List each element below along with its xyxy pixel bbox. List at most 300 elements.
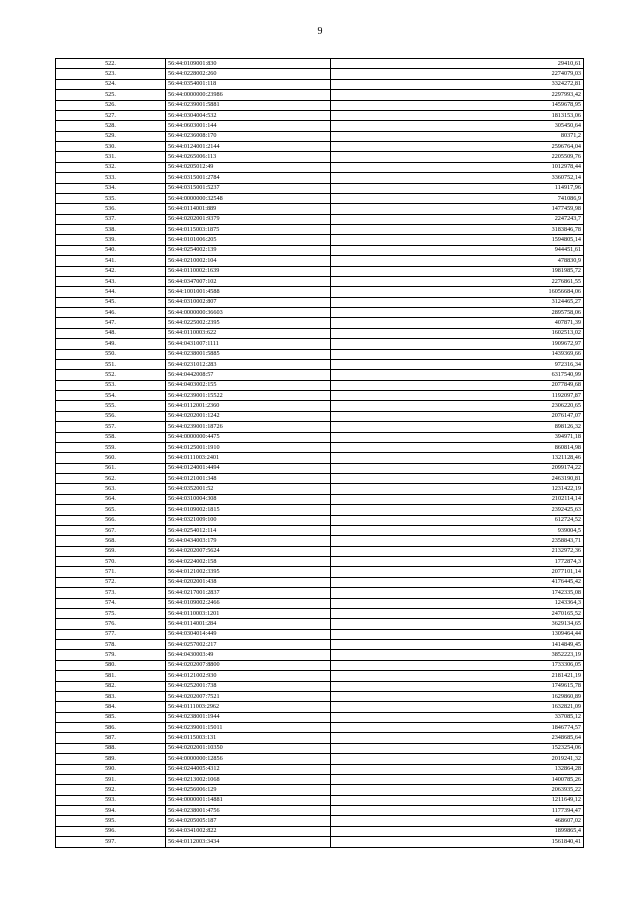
cadastral-value: 2205509,76: [331, 152, 584, 162]
cadastral-value: 132864,28: [331, 764, 584, 774]
cadastral-number: 56:44:0225002:2395: [166, 318, 331, 328]
row-number: 588.: [56, 743, 166, 753]
table-row: [56, 640, 584, 650]
table-row: [56, 110, 584, 120]
cadastral-number: 56:44:0112003:3434: [166, 837, 331, 847]
cadastral-value: 1400785,26: [331, 774, 584, 784]
cadastral-number: 56:44:0352001:52: [166, 484, 331, 494]
cadastral-value: 1742335,08: [331, 588, 584, 598]
row-number: 579.: [56, 650, 166, 660]
table-row: [56, 79, 584, 89]
row-number: 555.: [56, 401, 166, 411]
cadastral-value: 2077101,14: [331, 567, 584, 577]
cadastral-number: 56:44:0257002:217: [166, 640, 331, 650]
cadastral-value: 1981985,72: [331, 266, 584, 276]
cadastral-number: 56:44:0304014:449: [166, 629, 331, 639]
table-row: [56, 100, 584, 110]
cadastral-number: 56:44:0236008:170: [166, 131, 331, 141]
table-row: [56, 59, 584, 69]
cadastral-value: 407871,39: [331, 318, 584, 328]
cadastral-number: 56:44:0000000:23986: [166, 90, 331, 100]
row-number: 525.: [56, 90, 166, 100]
row-number: 545.: [56, 297, 166, 307]
cadastral-value: 1561840,41: [331, 837, 584, 847]
cadastral-value: 337085,12: [331, 712, 584, 722]
table-row: [56, 608, 584, 618]
cadastral-value: 939004,5: [331, 525, 584, 535]
cadastral-number: 56:44:0238001:5885: [166, 349, 331, 359]
cadastral-value: 2077849,68: [331, 380, 584, 390]
table-row: [56, 152, 584, 162]
row-number: 581.: [56, 671, 166, 681]
table-row: [56, 463, 584, 473]
row-number: 575.: [56, 608, 166, 618]
row-number: 550.: [56, 349, 166, 359]
cadastral-value: 2132972,36: [331, 546, 584, 556]
cadastral-value: 2463190,81: [331, 474, 584, 484]
table-row: [56, 754, 584, 764]
row-number: 570.: [56, 557, 166, 567]
cadastral-value: 1439369,66: [331, 349, 584, 359]
row-number: 547.: [56, 318, 166, 328]
cadastral-number: 56:44:0354001:118: [166, 79, 331, 89]
cadastral-value: 2348685,64: [331, 733, 584, 743]
cadastral-value: 114917,96: [331, 183, 584, 193]
row-number: 535.: [56, 193, 166, 203]
table-row: [56, 287, 584, 297]
cadastral-value: 3629134,65: [331, 619, 584, 629]
cadastral-number: 56:44:0403002:155: [166, 380, 331, 390]
cadastral-number: 56:44:0430003:49: [166, 650, 331, 660]
row-number: 571.: [56, 567, 166, 577]
table-row: [56, 245, 584, 255]
cadastral-number: 56:44:0205005:187: [166, 816, 331, 826]
cadastral-number: 56:44:0109002:2466: [166, 598, 331, 608]
cadastral-number: 56:44:0310004:308: [166, 494, 331, 504]
table-row: [56, 743, 584, 753]
cadastral-value: 1602513,02: [331, 328, 584, 338]
cadastral-value: 478830,9: [331, 256, 584, 266]
row-number: 564.: [56, 494, 166, 504]
table-body: [56, 59, 584, 848]
row-number: 567.: [56, 525, 166, 535]
table-row: [56, 173, 584, 183]
table-row: [56, 411, 584, 421]
row-number: 558.: [56, 432, 166, 442]
table-row: [56, 619, 584, 629]
cadastral-value: 1477459,98: [331, 204, 584, 214]
cadastral-number: 56:44:0202001:10350: [166, 743, 331, 753]
table-row: [56, 235, 584, 245]
cadastral-number: 56:44:0254012:114: [166, 525, 331, 535]
row-number: 594.: [56, 806, 166, 816]
table-row: [56, 806, 584, 816]
cadastral-value: 944451,61: [331, 245, 584, 255]
row-number: 569.: [56, 546, 166, 556]
table-row: [56, 733, 584, 743]
cadastral-number: 56:44:0210002:104: [166, 256, 331, 266]
row-number: 580.: [56, 660, 166, 670]
row-number: 563.: [56, 484, 166, 494]
cadastral-value: 860814,98: [331, 442, 584, 452]
table-row: [56, 650, 584, 660]
cadastral-number: 56:44:0115003:131: [166, 733, 331, 743]
cadastral-value: 1211649,12: [331, 795, 584, 805]
cadastral-value: 1414849,45: [331, 640, 584, 650]
row-number: 527.: [56, 110, 166, 120]
row-number: 529.: [56, 131, 166, 141]
cadastral-number: 56:44:0238001:4756: [166, 806, 331, 816]
cadastral-value: 1749615,78: [331, 681, 584, 691]
cadastral-value: 1632821,09: [331, 702, 584, 712]
row-number: 582.: [56, 681, 166, 691]
row-number: 538.: [56, 225, 166, 235]
table-row: [56, 380, 584, 390]
cadastral-number: 56:44:0101006:205: [166, 235, 331, 245]
cadastral-value: 3852223,19: [331, 650, 584, 660]
cadastral-number: 56:44:0111003:2962: [166, 702, 331, 712]
row-number: 565.: [56, 505, 166, 515]
table-row: [56, 90, 584, 100]
row-number: 583.: [56, 691, 166, 701]
row-number: 549.: [56, 339, 166, 349]
cadastral-value: 1899865,4: [331, 826, 584, 836]
cadastral-number: 56:44:0121002:930: [166, 671, 331, 681]
table-row: [56, 681, 584, 691]
cadastral-number: 56:44:0224002:158: [166, 557, 331, 567]
table-row: [56, 422, 584, 432]
row-number: 522.: [56, 59, 166, 69]
table-row: [56, 204, 584, 214]
cadastral-number: 56:44:0315001:5237: [166, 183, 331, 193]
row-number: 533.: [56, 173, 166, 183]
row-number: 552.: [56, 370, 166, 380]
cadastral-value: 468607,02: [331, 816, 584, 826]
row-number: 541.: [56, 256, 166, 266]
cadastral-number: 56:44:0000000:12856: [166, 754, 331, 764]
table-row: [56, 826, 584, 836]
table-row: [56, 370, 584, 380]
table-row: [56, 536, 584, 546]
cadastral-number: 56:44:0213002:1068: [166, 774, 331, 784]
table-row: [56, 494, 584, 504]
cadastral-value: 2392425,63: [331, 505, 584, 515]
table-row: [56, 723, 584, 733]
cadastral-number: 56:44:0205012:49: [166, 162, 331, 172]
table-row: [56, 193, 584, 203]
table-row: [56, 453, 584, 463]
cadastral-value: 2274079,03: [331, 69, 584, 79]
cadastral-value: 2063935,22: [331, 785, 584, 795]
cadastral-number: 56:44:0115003:1875: [166, 225, 331, 235]
row-number: 530.: [56, 142, 166, 152]
table-row: [56, 546, 584, 556]
page-number: 9: [317, 26, 323, 37]
cadastral-number: 56:44:0310002:807: [166, 297, 331, 307]
table-row: [56, 764, 584, 774]
row-number: 544.: [56, 287, 166, 297]
cadastral-number: 56:44:0442008:57: [166, 370, 331, 380]
cadastral-number: 56:44:0114001:284: [166, 619, 331, 629]
cadastral-value: 2019241,32: [331, 754, 584, 764]
cadastral-number: 56:44:0110003:1201: [166, 608, 331, 618]
row-number: 596.: [56, 826, 166, 836]
cadastral-number: 56:44:0121001:348: [166, 474, 331, 484]
table-row: [56, 557, 584, 567]
cadastral-value: 1523254,06: [331, 743, 584, 753]
table-row: [56, 785, 584, 795]
cadastral-number: 56:44:0265006:113: [166, 152, 331, 162]
table-row: [56, 774, 584, 784]
cadastral-number: 56:44:0202001:1242: [166, 411, 331, 421]
cadastral-value: 3183846,78: [331, 225, 584, 235]
cadastral-number: 56:44:0256006:129: [166, 785, 331, 795]
cadastral-number: 56:44:0112001:2360: [166, 401, 331, 411]
cadastral-number: 56:44:0315001:2784: [166, 173, 331, 183]
cadastral-value: 3324272,81: [331, 79, 584, 89]
cadastral-value: 2099174,22: [331, 463, 584, 473]
table-row: [56, 432, 584, 442]
row-number: 572.: [56, 577, 166, 587]
cadastral-value: 1177394,47: [331, 806, 584, 816]
row-number: 531.: [56, 152, 166, 162]
cadastral-value: 2102114,14: [331, 494, 584, 504]
row-number: 546.: [56, 308, 166, 318]
cadastral-number: 56:44:0110003:622: [166, 328, 331, 338]
cadastral-value: 1772874,3: [331, 557, 584, 567]
table-row: [56, 391, 584, 401]
row-number: 528.: [56, 121, 166, 131]
table-row: [56, 131, 584, 141]
table-row: [56, 567, 584, 577]
cadastral-number: 56:44:0341002:822: [166, 826, 331, 836]
cadastral-number: 56:44:0000001:14881: [166, 795, 331, 805]
cadastral-number: 56:44:0110002:1639: [166, 266, 331, 276]
cadastral-value: 394971,18: [331, 432, 584, 442]
row-number: 562.: [56, 474, 166, 484]
cadastral-number: 56:44:0202001:438: [166, 577, 331, 587]
table-row: [56, 225, 584, 235]
row-number: 523.: [56, 69, 166, 79]
cadastral-number: 56:44:0238001:1944: [166, 712, 331, 722]
table-row: [56, 318, 584, 328]
row-number: 553.: [56, 380, 166, 390]
cadastral-value: 1192097,87: [331, 391, 584, 401]
row-number: 592.: [56, 785, 166, 795]
cadastral-number: 56:44:0124001:2144: [166, 142, 331, 152]
row-number: 561.: [56, 463, 166, 473]
cadastral-number: 56:44:0434003:179: [166, 536, 331, 546]
row-number: 578.: [56, 640, 166, 650]
cadastral-number: 56:44:0347007:102: [166, 276, 331, 286]
table-row: [56, 308, 584, 318]
row-number: 584.: [56, 702, 166, 712]
cadastral-number: 56:44:0244005:4312: [166, 764, 331, 774]
row-number: 574.: [56, 598, 166, 608]
cadastral-value: 1594805,14: [331, 235, 584, 245]
cadastral-value: 4176445,42: [331, 577, 584, 587]
table-row: [56, 837, 584, 847]
row-number: 591.: [56, 774, 166, 784]
cadastral-number: 56:44:0121002:3395: [166, 567, 331, 577]
cadastral-value: 1813153,06: [331, 110, 584, 120]
table-row: [56, 795, 584, 805]
table-row: [56, 297, 584, 307]
cadastral-number: 56:44:0000000:4475: [166, 432, 331, 442]
cadastral-number: 56:44:0252001:738: [166, 681, 331, 691]
row-number: 524.: [56, 79, 166, 89]
table-row: [56, 442, 584, 452]
row-number: 539.: [56, 235, 166, 245]
row-number: 537.: [56, 214, 166, 224]
cadastral-value: 3124465,27: [331, 297, 584, 307]
row-number: 593.: [56, 795, 166, 805]
table-row: [56, 577, 584, 587]
cadastral-number: 56:44:0000000:32548: [166, 193, 331, 203]
row-number: 540.: [56, 245, 166, 255]
cadastral-value-table: [55, 58, 584, 848]
row-number: 589.: [56, 754, 166, 764]
table-row: [56, 598, 584, 608]
cadastral-value: 1309464,44: [331, 629, 584, 639]
cadastral-value: 2181421,19: [331, 671, 584, 681]
row-number: 590.: [56, 764, 166, 774]
cadastral-number: 56:44:0202001:9379: [166, 214, 331, 224]
table-row: [56, 660, 584, 670]
cadastral-number: 56:44:0239001:15522: [166, 391, 331, 401]
row-number: 597.: [56, 837, 166, 847]
cadastral-number: 56:44:0431007:1111: [166, 339, 331, 349]
table-row: [56, 474, 584, 484]
cadastral-number: 56:44:0239001:15011: [166, 723, 331, 733]
table-row: [56, 515, 584, 525]
table-row: [56, 671, 584, 681]
cadastral-number: 56:44:0111003:2401: [166, 453, 331, 463]
cadastral-value: 898126,32: [331, 422, 584, 432]
row-number: 568.: [56, 536, 166, 546]
cadastral-value: 2596764,04: [331, 142, 584, 152]
cadastral-number: 56:44:0124001:4494: [166, 463, 331, 473]
table-row: [56, 266, 584, 276]
table-row: [56, 328, 584, 338]
cadastral-number: 56:44:0125001:1910: [166, 442, 331, 452]
cadastral-number: 56:44:0239001:5881: [166, 100, 331, 110]
cadastral-value: 305450,64: [331, 121, 584, 131]
row-number: 577.: [56, 629, 166, 639]
table-row: [56, 525, 584, 535]
cadastral-value: 2276861,55: [331, 276, 584, 286]
cadastral-value: 2247243,7: [331, 214, 584, 224]
row-number: 573.: [56, 588, 166, 598]
cadastral-number: 56:44:0231012:283: [166, 359, 331, 369]
table-row: [56, 588, 584, 598]
table-row: [56, 505, 584, 515]
table-row: [56, 69, 584, 79]
cadastral-number: 56:44:1001001:4588: [166, 287, 331, 297]
cadastral-number: 56:44:0109002:1815: [166, 505, 331, 515]
row-number: 543.: [56, 276, 166, 286]
row-number: 566.: [56, 515, 166, 525]
row-number: 557.: [56, 422, 166, 432]
cadastral-value: 1231422,19: [331, 484, 584, 494]
table-row: [56, 691, 584, 701]
cadastral-value: 1321128,46: [331, 453, 584, 463]
cadastral-value: 29410,61: [331, 59, 584, 69]
cadastral-number: 56:44:0321009:100: [166, 515, 331, 525]
cadastral-value: 2895758,06: [331, 308, 584, 318]
cadastral-value: 1733306,05: [331, 660, 584, 670]
table-row: [56, 629, 584, 639]
cadastral-value: 2470165,52: [331, 608, 584, 618]
table-row: [56, 339, 584, 349]
table-row: [56, 359, 584, 369]
cadastral-value: 741086,9: [331, 193, 584, 203]
table-row: [56, 702, 584, 712]
row-number: 586.: [56, 723, 166, 733]
cadastral-number: 56:44:0304004:532: [166, 110, 331, 120]
cadastral-number: 56:44:0228002:260: [166, 69, 331, 79]
cadastral-value: 2076147,07: [331, 411, 584, 421]
row-number: 548.: [56, 328, 166, 338]
row-number: 532.: [56, 162, 166, 172]
cadastral-number: 56:44:0114001:889: [166, 204, 331, 214]
cadastral-number: 56:44:0202007:8800: [166, 660, 331, 670]
cadastral-number: 56:44:0217001:2837: [166, 588, 331, 598]
table-row: [56, 214, 584, 224]
table-row: [56, 162, 584, 172]
cadastral-number: 56:44:0202007:5624: [166, 546, 331, 556]
table-row: [56, 401, 584, 411]
cadastral-value: 2358843,71: [331, 536, 584, 546]
cadastral-value: 1909672,97: [331, 339, 584, 349]
table-row: [56, 484, 584, 494]
cadastral-value: 3360752,14: [331, 173, 584, 183]
table-row: [56, 712, 584, 722]
row-number: 526.: [56, 100, 166, 110]
row-number: 554.: [56, 391, 166, 401]
cadastral-number: 56:44:0000000:36603: [166, 308, 331, 318]
table-row: [56, 349, 584, 359]
row-number: 556.: [56, 411, 166, 421]
cadastral-number: 56:44:0603001:144: [166, 121, 331, 131]
row-number: 559.: [56, 442, 166, 452]
cadastral-number: 56:44:0254002:139: [166, 245, 331, 255]
row-number: 560.: [56, 453, 166, 463]
cadastral-value: 2297993,42: [331, 90, 584, 100]
cadastral-value: 1846774,57: [331, 723, 584, 733]
cadastral-number: 56:44:0239001:18726: [166, 422, 331, 432]
cadastral-value: 2306220,65: [331, 401, 584, 411]
row-number: 595.: [56, 816, 166, 826]
table-row: [56, 816, 584, 826]
cadastral-value: 80371,2: [331, 131, 584, 141]
cadastral-number: 56:44:0109001:830: [166, 59, 331, 69]
cadastral-value: 1459678,95: [331, 100, 584, 110]
row-number: 542.: [56, 266, 166, 276]
row-number: 587.: [56, 733, 166, 743]
table-row: [56, 256, 584, 266]
table-row: [56, 121, 584, 131]
cadastral-value: 6317540,99: [331, 370, 584, 380]
table-row: [56, 183, 584, 193]
cadastral-value: 972316,34: [331, 359, 584, 369]
table-row: [56, 276, 584, 286]
cadastral-value: 1629860,89: [331, 691, 584, 701]
row-number: 534.: [56, 183, 166, 193]
cadastral-number: 56:44:0202007:7521: [166, 691, 331, 701]
row-number: 551.: [56, 359, 166, 369]
cadastral-value: 612724,52: [331, 515, 584, 525]
